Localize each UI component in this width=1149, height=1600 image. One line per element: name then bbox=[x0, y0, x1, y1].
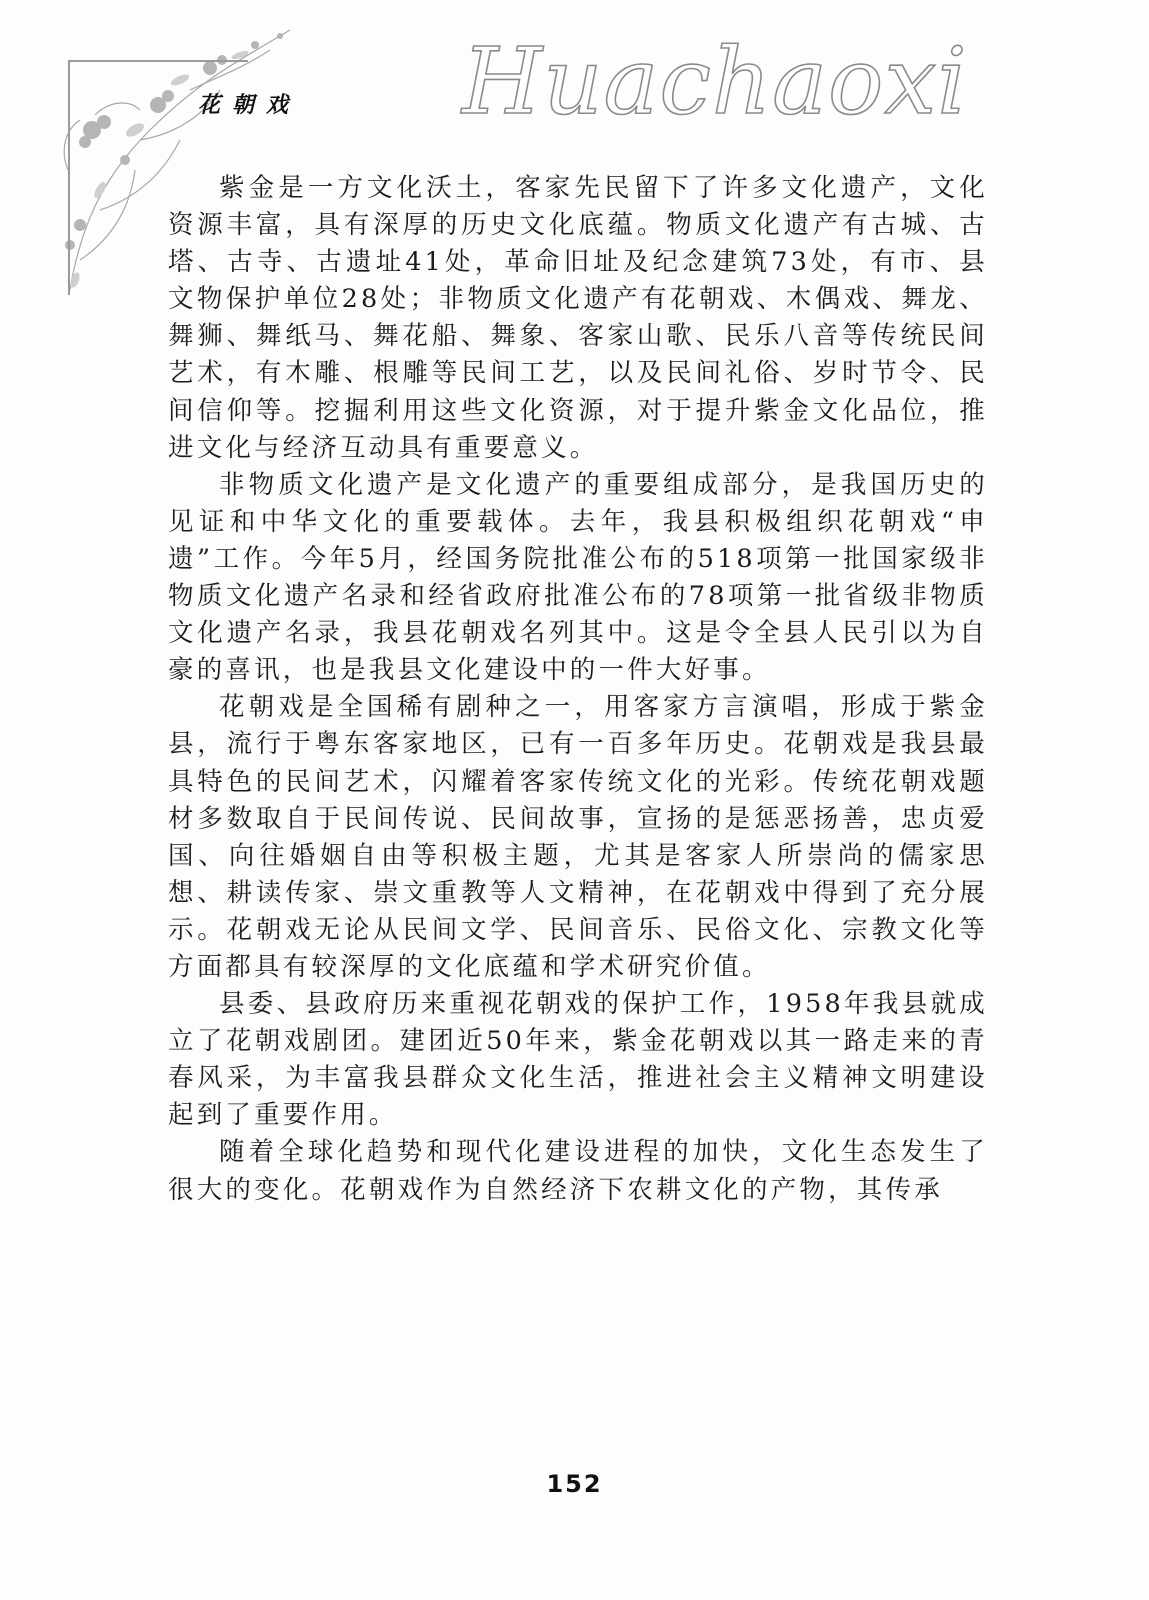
paragraph: 紫金是一方文化沃土，客家先民留下了许多文化遗产，文化资源丰富，具有深厚的历史文化底蕴。物质文化遗产有古城、古塔、古寺、古遗址41处，革命旧址及纪念建筑73处，有市、县文物保护单位28处；非物质文化遗产有花朝戏、木偶戏、舞龙、舞狮、舞纸马、舞花船、舞象、客家山歌、民乐八音等传统民间艺术，有木雕、根雕等民间工艺，以及民间礼俗、岁时节令、民间信仰等。挖掘利用这些文化资源，对于提升紫金文化品位，推进文化与经济互动具有重要意义。 bbox=[168, 173, 988, 463]
page-number: 152 bbox=[546, 1470, 603, 1498]
section-title: 花朝戏 bbox=[198, 93, 301, 118]
paragraph: 花朝戏是全国稀有剧种之一，用客家方言演唱，形成于紫金县，流行于粤东客家地区，已有一百多年历史。花朝戏是我县最具特色的民间艺术，闪耀着客家传统文化的光彩。传统花朝戏题材多数取自于民间传说、民间故事，宣扬的是惩恶扬善，忠贞爱国、向往婚姻自由等积极主题，尤其是客家人所崇尚的儒家思想、耕读传家、崇文重教等人文精神，在花朝戏中得到了充分展示。花朝戏无论从民间文学、民间音乐、民俗文化、宗教文化等方面都具有较深厚的文化底蕴和学术研究价值。 bbox=[168, 692, 988, 982]
paragraph: 非物质文化遗产是文化遗产的重要组成部分，是我国历史的见证和中华文化的重要载体。去年，我县积极组织花朝戏“申遗”工作。今年5月，经国务院批准公布的518项第一批国家级非物质文化遗产名录和经省政府批准公布的78项第一批省级非物质文化遗产名录，我县花朝戏名列其中。这是令全县人民引以为自豪的喜讯，也是我县文化建设中的一件大好事。 bbox=[168, 469, 988, 686]
ornament-horizontal-rule bbox=[68, 60, 248, 62]
paragraph: 随着全球化趋势和现代化建设进程的加快，文化生态发生了很大的变化。花朝戏作为自然经济下农耕文化的产物，其传承 bbox=[168, 1137, 988, 1205]
body-text bbox=[168, 170, 988, 1209]
script-title: Huachaoxi bbox=[462, 28, 968, 135]
paragraph: 县委、县政府历来重视花朝戏的保护工作，1958年我县就成立了花朝戏剧团。建团近50年来，紫金花朝戏以其一路走来的青春风采，为丰富我县群众文化生活，推进社会主义精神文明建设起到了重要作用。 bbox=[168, 989, 988, 1131]
ornament-vertical-rule bbox=[68, 60, 70, 295]
